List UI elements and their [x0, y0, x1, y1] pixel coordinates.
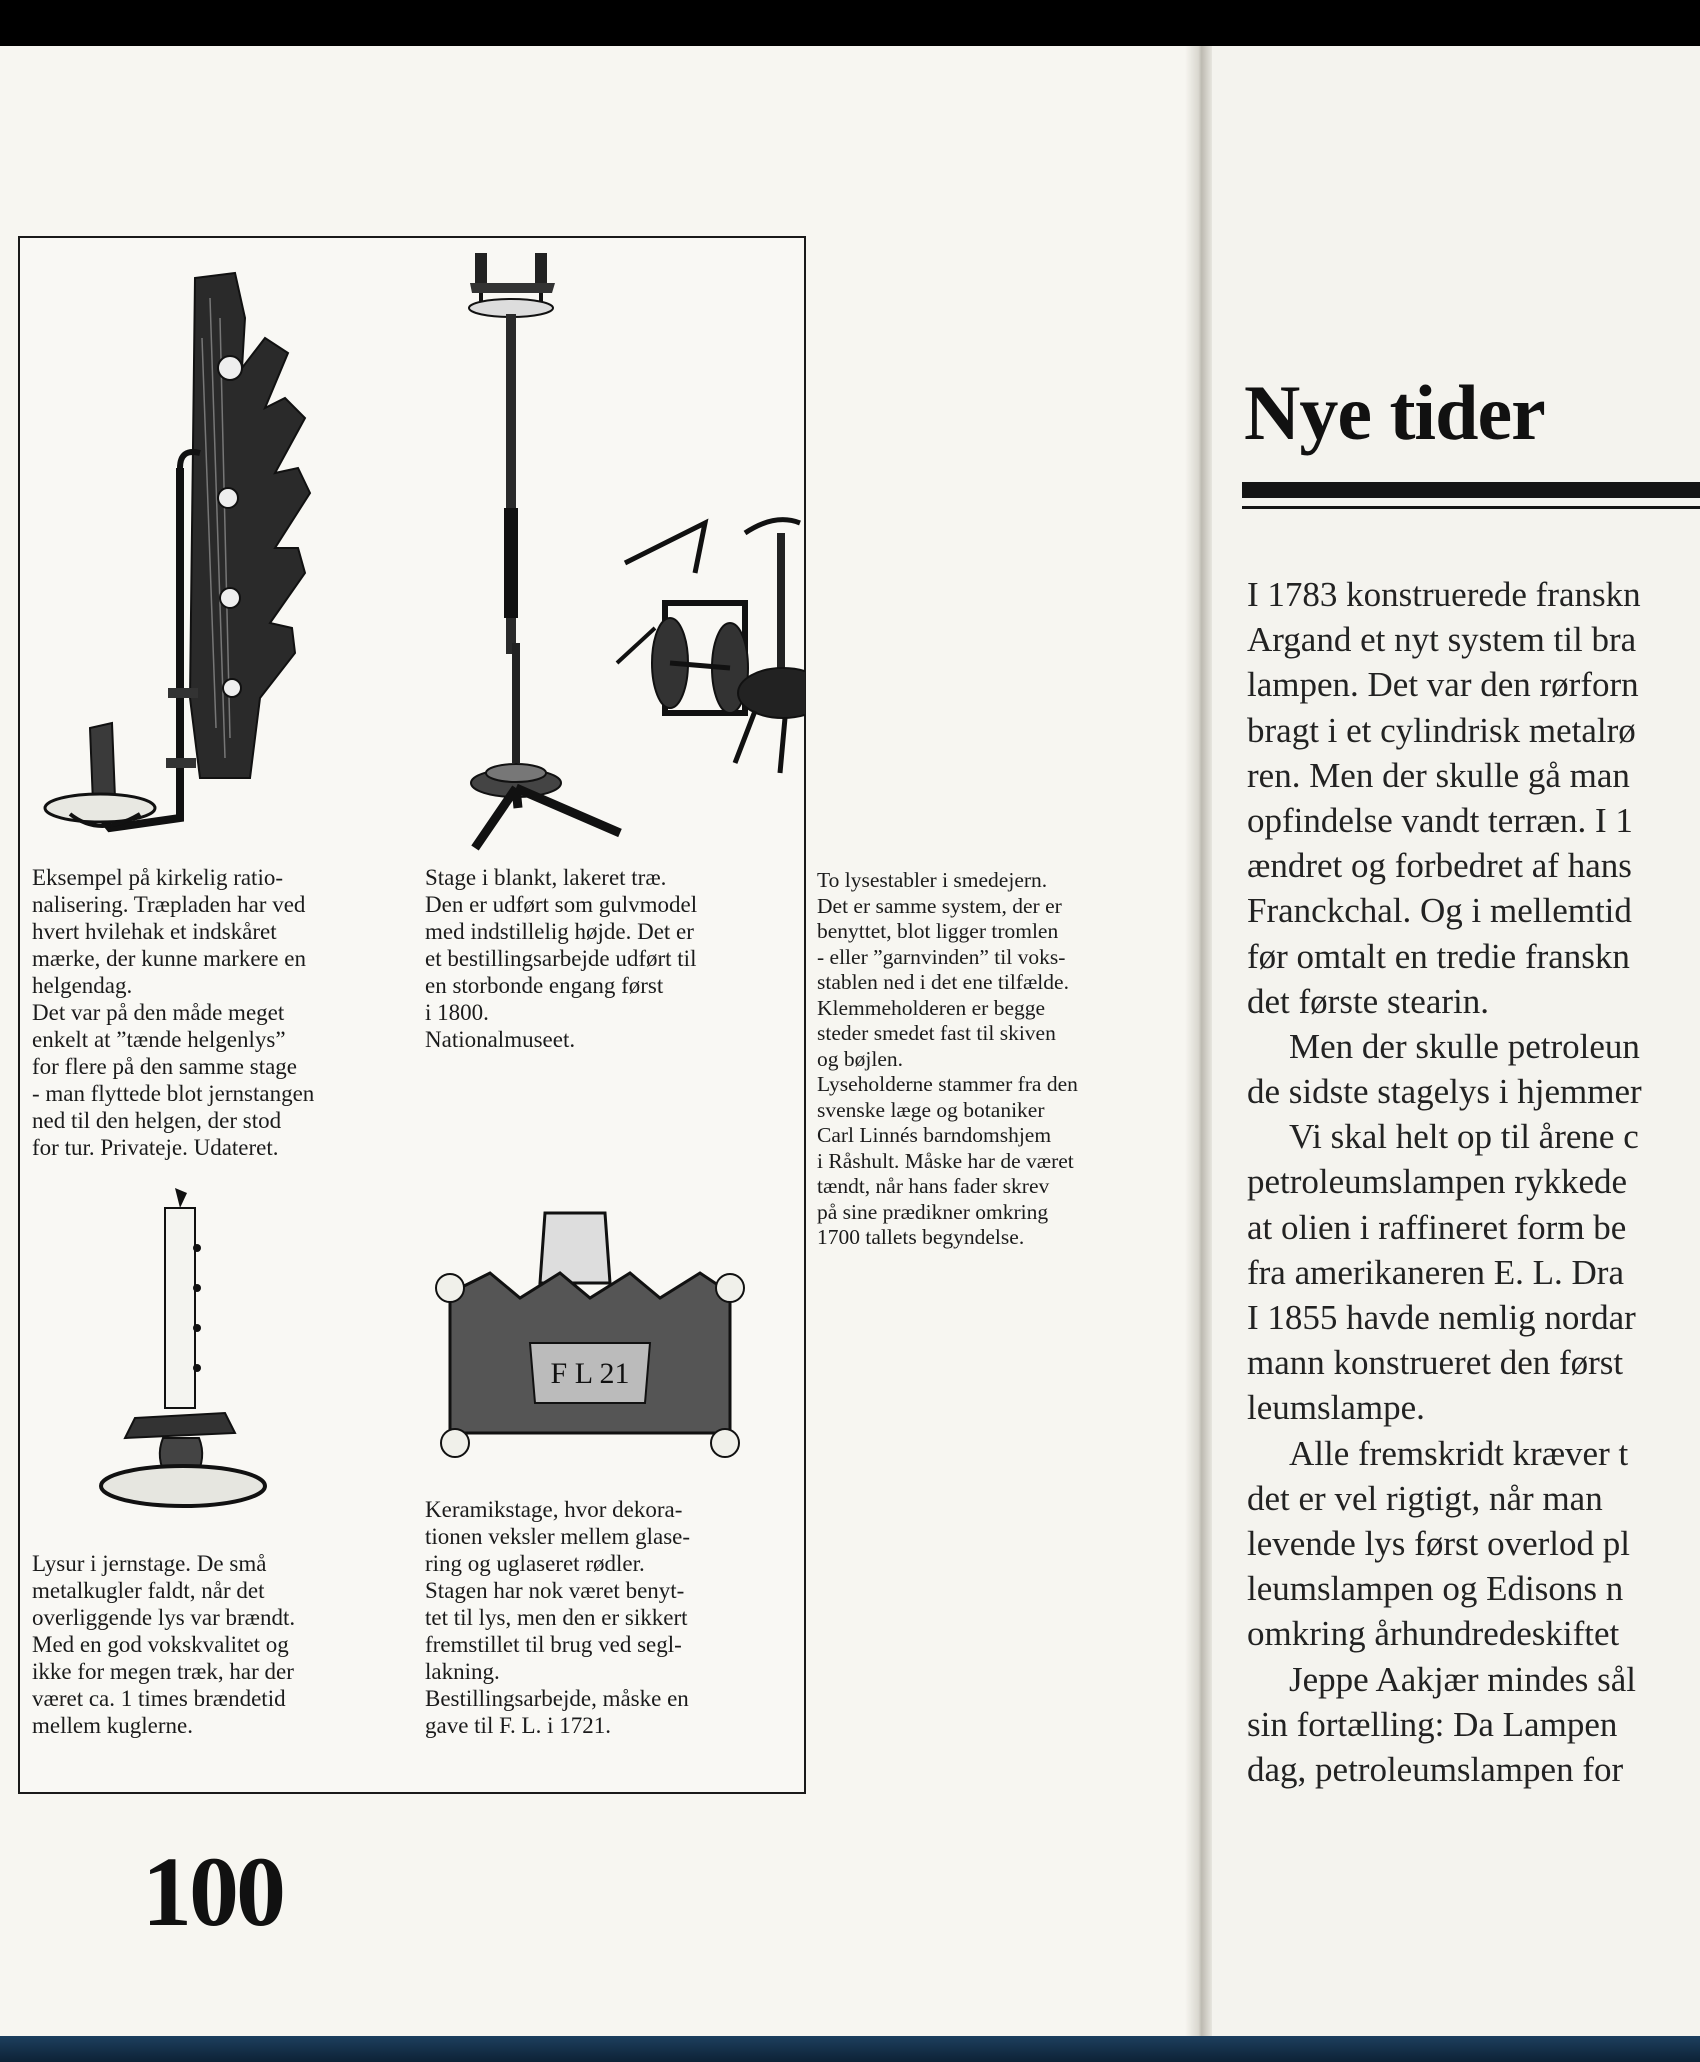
title-rule [1242, 482, 1700, 498]
body-line: I 1855 havde nemlig nordar [1247, 1298, 1636, 1337]
body-line: opfindelse vandt terræn. I 1 [1247, 800, 1633, 840]
floor-candle-stand-illustration [460, 248, 640, 858]
body-line: at olien i raffineret form be [1247, 1207, 1627, 1247]
title-rule-thin [1242, 506, 1700, 509]
page-number: 100 [142, 1836, 283, 1947]
ceramic-inscription: F L 21 [550, 1357, 630, 1390]
chapter-title: Nye tider [1244, 369, 1545, 456]
body-line: Vi skal helt op til årene c [1289, 1117, 1639, 1157]
candle-clock-illustration [95, 1188, 325, 1508]
body-line: ren. Men der skulle gå man [1247, 755, 1630, 795]
iron-candle-holders-illustration [615, 463, 805, 813]
body-line: Jeppe Aakjær mindes sål [1289, 1659, 1637, 1699]
caption-wall-sconce: Eksempel på kirkelig ratio- nalisering. Træpladen har ved hvert hvilehak et indskåret mærke, der kunne markere en helgendag. Det var på den måde meget enkelt at ”tænde helgenlys” for flere på den samme stage - man flyttede blot jernstangen ned til den helgen, der stod for tur. Privateje. Udateret. [32, 865, 315, 1160]
body-line: leumslampen og Edisons n [1247, 1569, 1624, 1609]
body-line: omkring århundredeskiftet [1247, 1614, 1620, 1654]
body-line: sin fortælling: Da Lampen [1247, 1704, 1618, 1744]
body-line: leumslampe. [1247, 1388, 1425, 1428]
body-line: Franckchal. Og i mellemtid [1247, 891, 1632, 931]
ceramic-stand-illustration [430, 1203, 760, 1473]
caption-iron-holders: To lysestabler i smedejern. Det er samme system, der er benyttet, blot ligger tromlen - eller ”garnvinden” til voks- stablen ned i det ene tilfælde. Klemmeholderen er begge steder smedet fast til skiven og bøjlen. Lyseholderne stammer fra den svenske læge og botaniker Carl Linnés barndomshjem i Råshult. Måske har de været tændt, når hans fader skrev på sine prædikner omkring 1700 tallets begyndelse. [817, 868, 1078, 1249]
caption-candle-clock: Lysur i jernstage. De små metalkugler faldt, når det overliggende lys var brændt. Med en god vokskvalitet og ikke for megen træk, har der været ca. 1 times brændetid mellem kuglerne. [32, 1551, 296, 1738]
right-page [1212, 46, 1700, 2036]
left-page [0, 46, 1195, 2036]
body-line: I 1783 konstruerede franskn [1247, 575, 1641, 614]
caption-floor-stand: Stage i blankt, lakeret træ. Den er udført som gulvmodel med indstillelig højde. Det er et bestillingsarbejde udført til en storbonde engang først i 1800. Nationalmuseet. [425, 865, 698, 1052]
caption-ceramic-stand: Keramikstage, hvor dekora- tionen veksler mellem glase- ring og uglaseret rødler. Stagen har nok været benyt- tet til lys, men den er sikkert fremstillet til brug ved segl- lakning. Bestillingsarbejde, måske en gave til F. L. i 1721. [425, 1497, 691, 1738]
book-binding-edge [0, 2036, 1700, 2062]
body-line: ændret og forbedret af hans [1247, 846, 1632, 886]
body-line: bragt i et cylindrisk metalrø [1247, 710, 1636, 750]
body-line: fra amerikaneren E. L. Dra [1247, 1252, 1625, 1292]
body-line: det første stearin. [1247, 981, 1489, 1021]
body-line: Argand et nyt system til bra [1247, 620, 1637, 660]
body-line: det er vel rigtigt, når man [1247, 1478, 1603, 1518]
body-line: Alle fremskridt kræver t [1289, 1433, 1629, 1473]
body-line: levende lys først overlod pl [1247, 1523, 1630, 1563]
body-text [1247, 572, 1700, 1792]
body-line: mann konstrueret den først [1247, 1343, 1624, 1383]
book-gutter [1185, 46, 1215, 2036]
illustration-panel [18, 236, 1078, 1794]
body-line: dag, petroleumslampen for [1247, 1749, 1624, 1789]
body-line: de sidste stagelys i hjemmer [1247, 1072, 1642, 1112]
body-line: Men der skulle petroleun [1289, 1026, 1640, 1066]
wall-sconce-illustration [30, 258, 330, 848]
body-line: lampen. Det var den rørforn [1247, 665, 1639, 705]
body-line: før omtalt en tredie franskn [1247, 936, 1630, 976]
body-line: petroleumslampen rykkede [1247, 1162, 1628, 1202]
